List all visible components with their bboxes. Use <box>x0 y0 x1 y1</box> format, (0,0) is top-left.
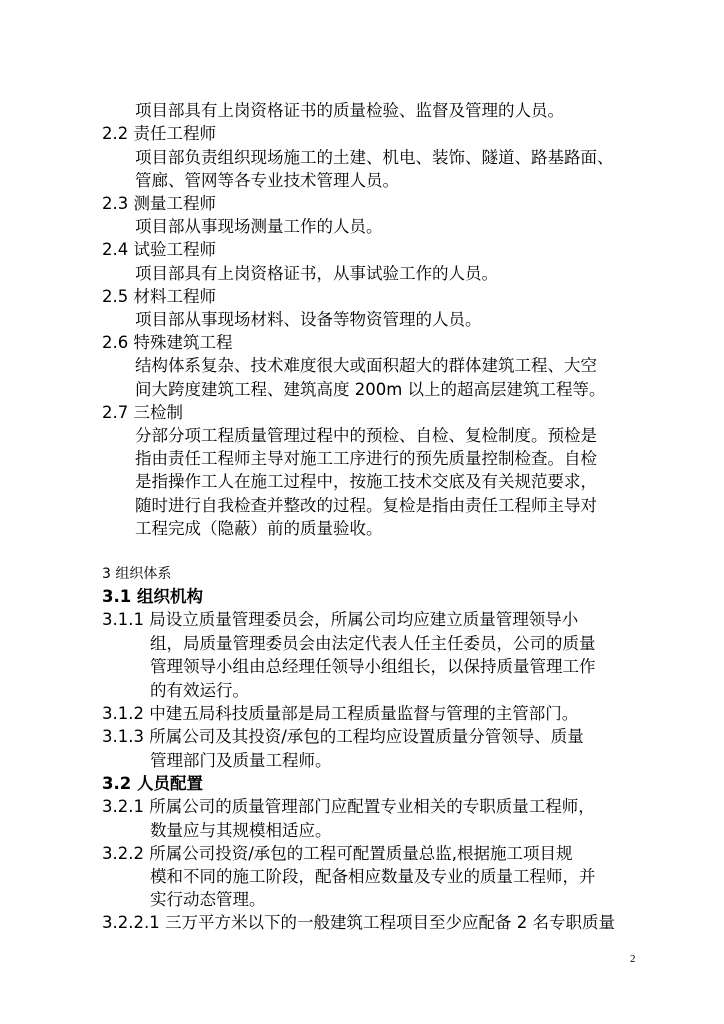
clause-line: 3.2.1 所属公司的质量管理部门应配置专业相关的专职质量工程师， <box>102 797 595 816</box>
text-line: 间大跨度建筑工程、建筑高度 200m 以上的超高层建筑工程等。 <box>135 380 606 399</box>
text-line: 项目部具有上岗资格证书的质量检验、监督及管理的人员。 <box>135 101 564 120</box>
text-line: 随时进行自我检查并整改的过程。复检是指由责任工程师主导对 <box>135 496 597 515</box>
text-line: 数量应与其规模相适应。 <box>150 821 332 840</box>
chapter-heading: 3 组织体系 <box>102 566 172 582</box>
text-line: 管理部门及质量工程师。 <box>150 751 332 770</box>
text-line: 组，局质量管理委员会由法定代表人任主任委员，公司的质量 <box>150 634 596 653</box>
text-line: 指由责任工程师主导对施工工序进行的预先质量控制检查。自检 <box>135 449 597 468</box>
text-line: 工程完成（隐蔽）前的质量验收。 <box>135 519 383 538</box>
clause-line: 3.1.1 局设立质量管理委员会，所属公司均应建立质量管理领导小 <box>102 610 579 629</box>
text-line: 项目部负责组织现场施工的土建、机电、装饰、隧道、路基路面、 <box>135 148 614 167</box>
clause-line: 3.2.2 所属公司投资/承包的工程可配置质量总监,根据施工项目规 <box>102 844 573 863</box>
section-heading: 2.4 试验工程师 <box>102 240 216 259</box>
text-line: 分部分项工程质量管理过程中的预检、自检、复检制度。预检是 <box>135 426 597 445</box>
text-line: 项目部从事现场测量工作的人员。 <box>135 217 383 236</box>
text-line: 管廊、管网等各专业技术管理人员。 <box>135 171 399 190</box>
text-line: 结构体系复杂、技术难度很大或面积超大的群体建筑工程、大空 <box>135 356 597 375</box>
section-heading: 2.7 三检制 <box>102 403 183 422</box>
section-heading: 3.1 组织机构 <box>102 587 203 606</box>
text-line: 管理领导小组由总经理任领导小组组长，以保持质量管理工作 <box>150 657 596 676</box>
text-line: 项目部从事现场材料、设备等物资管理的人员。 <box>135 310 482 329</box>
section-heading: 2.6 特殊建筑工程 <box>102 333 233 352</box>
section-heading: 2.2 责任工程师 <box>102 124 216 143</box>
text-line: 实行动态管理。 <box>150 890 266 909</box>
clause-line: 3.2.2.1 三万平方米以下的一般建筑工程项目至少应配备 2 名专职质量 <box>102 913 615 932</box>
section-heading: 2.3 测量工程师 <box>102 194 216 213</box>
clause-line: 3.1.2 中建五局科技质量部是局工程质量监督与管理的主管部门。 <box>102 704 579 723</box>
text-line: 是指操作工人在施工过程中，按施工技术交底及有关规范要求， <box>135 472 597 491</box>
section-heading: 2.5 材料工程师 <box>102 287 216 306</box>
page-number: 2 <box>630 953 636 965</box>
text-line: 项目部具有上岗资格证书，从事试验工作的人员。 <box>135 264 498 283</box>
section-heading: 3.2 人员配置 <box>102 774 203 793</box>
text-line: 模和不同的施工阶段，配备相应数量及专业的质量工程师，并 <box>150 867 596 886</box>
clause-line: 3.1.3 所属公司及其投资/承包的工程均应设置质量分管领导、质量 <box>102 727 584 746</box>
text-line: 的有效运行。 <box>150 681 249 700</box>
